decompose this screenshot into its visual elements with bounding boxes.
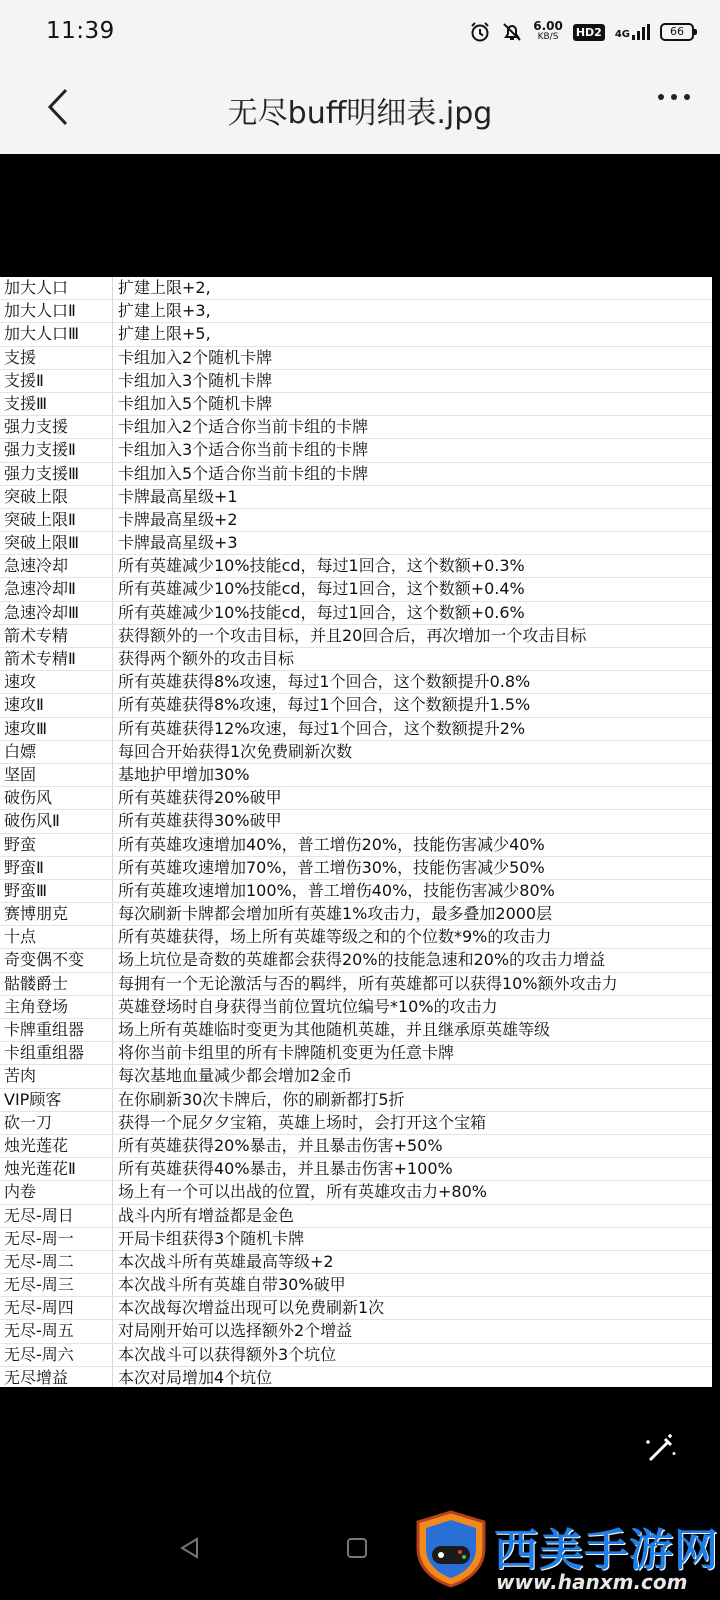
column-divider [112, 1019, 113, 1041]
buff-description: 将你当前卡组里的所有卡牌随机变更为任意卡牌 [118, 1043, 455, 1063]
table-row [0, 810, 712, 833]
column-divider [112, 718, 113, 740]
buff-name: 无尽-周一 [4, 1228, 74, 1248]
battery-icon: 66 [660, 23, 694, 41]
column-divider [112, 555, 113, 577]
column-divider [112, 463, 113, 485]
column-divider [112, 880, 113, 902]
buff-name: 奇变偶不变 [4, 950, 85, 970]
table-row [0, 764, 712, 787]
column-divider [112, 532, 113, 554]
buff-name: 野蛮 [4, 834, 37, 854]
column-divider [112, 300, 113, 322]
table-row [0, 555, 712, 578]
buff-description: 每拥有一个无论激活与否的羁绊，所有英雄都可以获得10%额外攻击力 [118, 973, 618, 993]
buff-description: 所有英雄攻速增加70%，普工增伤30%，技能伤害减少50% [118, 857, 545, 877]
table-row [0, 393, 712, 416]
buff-description: 所有英雄获得20%破甲 [118, 788, 282, 808]
table-row [0, 1297, 712, 1320]
nav-back-icon[interactable] [178, 1536, 200, 1564]
column-divider [112, 625, 113, 647]
column-divider [112, 1274, 113, 1296]
column-divider [112, 486, 113, 508]
buff-name: 破伤风 [4, 788, 53, 808]
column-divider [112, 1297, 113, 1319]
buff-name: 无尽-周五 [4, 1321, 74, 1341]
column-divider [112, 509, 113, 531]
buff-name: 苦肉 [4, 1066, 37, 1086]
table-row [0, 1251, 712, 1274]
table-row [0, 1019, 712, 1042]
nav-home-icon[interactable] [347, 1538, 367, 1558]
buff-description: 本次对局增加4个坑位 [118, 1367, 273, 1387]
buff-description: 卡组加入2个随机卡牌 [118, 347, 273, 367]
buff-name: 白嫖 [4, 741, 37, 761]
buff-description: 所有英雄减少10%技能cd，每过1回合，这个数额+0.3% [118, 556, 525, 576]
buff-name: 无尽-周四 [4, 1298, 74, 1318]
column-divider [112, 1320, 113, 1342]
column-divider [112, 1112, 113, 1134]
buff-description: 所有英雄减少10%技能cd，每过1回合，这个数额+0.4% [118, 579, 525, 599]
buff-description: 获得两个额外的攻击目标 [118, 649, 295, 668]
column-divider [112, 1065, 113, 1087]
buff-table-image [0, 277, 712, 1387]
site-name: 西美手游网 [494, 1525, 719, 1576]
buff-name: 加大人口Ⅱ [4, 301, 76, 321]
buff-description: 所有英雄攻速增加100%，普工增伤40%，技能伤害减少80% [118, 880, 555, 900]
buff-name: 赛博朋克 [4, 904, 69, 924]
column-divider [112, 1344, 113, 1366]
table-row [0, 1042, 712, 1065]
column-divider [112, 973, 113, 995]
buff-name: 砍一刀 [4, 1112, 53, 1132]
table-row [0, 347, 712, 370]
column-divider [112, 393, 113, 415]
buff-name: 速攻Ⅲ [4, 718, 48, 738]
buff-description: 场上有一个可以出战的位置，所有英雄攻击力+80% [118, 1182, 487, 1202]
buff-name: 支援 [4, 347, 37, 367]
buff-description: 所有英雄获得，场上所有英雄等级之和的个位数*9%的攻击力 [118, 927, 552, 947]
buff-name: 急速冷却Ⅲ [4, 602, 80, 622]
table-row [0, 625, 712, 648]
more-dots-icon[interactable] [658, 94, 690, 100]
table-row [0, 1065, 712, 1088]
column-divider [112, 810, 113, 832]
column-divider [112, 416, 113, 438]
table-row [0, 1135, 712, 1158]
buff-description: 所有英雄获得20%暴击，并且暴击伤害+50% [118, 1135, 443, 1155]
table-row [0, 996, 712, 1019]
buff-name: 速攻Ⅱ [4, 695, 44, 715]
buff-description: 所有英雄获得40%暴击，并且暴击伤害+100% [118, 1159, 453, 1179]
buff-description: 基地护甲增加30% [118, 764, 250, 784]
buff-name: 突破上限 [4, 486, 69, 506]
column-divider [112, 694, 113, 716]
page-title: 无尽buff明细表.jpg [227, 96, 493, 131]
table-row [0, 903, 712, 926]
table-row [0, 416, 712, 439]
buff-name: 加大人口 [4, 278, 69, 297]
table-row [0, 648, 712, 671]
network-speed [533, 21, 563, 43]
buff-description: 每次刷新卡牌都会增加所有英雄1%攻击力，最多叠加2000层 [118, 904, 553, 924]
buff-name: 突破上限Ⅲ [4, 533, 80, 553]
table-row [0, 880, 712, 903]
buff-description: 所有英雄攻速增加40%，普工增伤20%，技能伤害减少40% [118, 834, 545, 854]
buff-name: 野蛮Ⅲ [4, 880, 48, 900]
table-row [0, 277, 712, 300]
buff-name: 卡组重组器 [4, 1043, 85, 1063]
buff-name: 速攻 [4, 672, 37, 692]
table-row [0, 857, 712, 880]
buff-description: 卡组加入3个随机卡牌 [118, 370, 273, 390]
buff-description: 卡组加入5个适合你当前卡组的卡牌 [118, 463, 369, 483]
table-row [0, 1089, 712, 1112]
hd-badge: HD2 [573, 24, 605, 41]
buff-name: 主角登场 [4, 996, 69, 1016]
viewer-header [0, 64, 720, 154]
network-type: 4G [614, 29, 630, 40]
table-row [0, 509, 712, 532]
buff-name: 无尽-周二 [4, 1251, 74, 1271]
buff-description: 场上坑位是奇数的英雄都会获得20%的技能急速和20%的攻击力增益 [118, 950, 606, 970]
buff-name: 卡牌重组器 [4, 1020, 85, 1039]
column-divider [112, 1205, 113, 1227]
column-divider [112, 347, 113, 369]
alarm-icon [469, 21, 491, 43]
buff-name: VIP顾客 [4, 1089, 62, 1109]
column-divider [112, 602, 113, 624]
column-divider [112, 1042, 113, 1064]
column-divider [112, 996, 113, 1018]
buff-name: 强力支援 [4, 417, 69, 437]
column-divider [112, 764, 113, 786]
buff-name: 无尽-周日 [4, 1205, 74, 1225]
column-divider [112, 741, 113, 763]
table-row [0, 602, 712, 625]
buff-description: 英雄登场时自身获得当前位置坑位编号*10%的攻击力 [118, 996, 498, 1016]
buff-description: 本次战斗所有英雄自带30%破甲 [118, 1275, 346, 1295]
column-divider [112, 648, 113, 670]
column-divider [112, 578, 113, 600]
table-row [0, 300, 712, 323]
buff-description: 在你刷新30次卡牌后，你的刷新都打5折 [118, 1089, 405, 1109]
buff-name: 坚固 [4, 764, 37, 784]
buff-description: 卡牌最高星级+1 [118, 486, 238, 506]
buff-description: 卡组加入3个适合你当前卡组的卡牌 [118, 440, 369, 460]
buff-name: 烛光莲花Ⅱ [4, 1159, 76, 1179]
buff-name: 十点 [4, 927, 37, 947]
site-watermark [402, 1502, 720, 1600]
buff-name: 内卷 [4, 1182, 37, 1202]
table-row [0, 1158, 712, 1181]
buff-name: 箭术专精Ⅱ [4, 649, 76, 668]
table-row [0, 718, 712, 741]
buff-description: 场上所有英雄临时变更为其他随机英雄，并且继承原英雄等级 [118, 1020, 551, 1039]
column-divider [112, 834, 113, 856]
buff-name: 野蛮Ⅱ [4, 857, 44, 877]
table-row [0, 1320, 712, 1343]
column-divider [112, 439, 113, 461]
column-divider [112, 903, 113, 925]
column-divider [112, 787, 113, 809]
buff-description: 所有英雄减少10%技能cd，每过1回合，这个数额+0.6% [118, 602, 525, 622]
table-row [0, 1344, 712, 1367]
column-divider [112, 1089, 113, 1111]
buff-description: 本次战斗所有英雄最高等级+2 [118, 1251, 334, 1271]
buff-description: 本次战每次增益出现可以免费刷新1次 [118, 1298, 385, 1318]
column-divider [112, 671, 113, 693]
buff-description: 所有英雄获得12%攻速，每过1个回合，这个数额提升2% [118, 718, 526, 738]
column-divider [112, 857, 113, 879]
buff-description: 所有英雄获得8%攻速，每过1个回合，这个数额提升0.8% [118, 672, 531, 692]
table-row [0, 323, 712, 346]
gamepad-shield-logo [410, 1508, 492, 1590]
buff-description: 每次基地血量减少都会增加2金币 [118, 1066, 353, 1086]
buff-description: 获得额外的一个攻击目标，并且20回合后，再次增加一个攻击目标 [118, 625, 587, 645]
buff-name: 破伤风Ⅱ [4, 811, 60, 831]
buff-description: 本次战斗可以获得额外3个坑位 [118, 1344, 337, 1364]
buff-description: 所有英雄获得8%攻速，每过1个回合，这个数额提升1.5% [118, 695, 531, 715]
table-row [0, 370, 712, 393]
column-divider [112, 1251, 113, 1273]
buff-name: 烛光莲花 [4, 1135, 69, 1155]
magic-wand-icon[interactable] [640, 1430, 680, 1470]
mute-bell-icon [501, 21, 523, 43]
buff-description: 扩建上限+5, [118, 324, 211, 344]
buff-description: 对局刚开始可以选择额外2个增益 [118, 1321, 353, 1341]
buff-description: 战斗内所有增益都是金色 [118, 1205, 295, 1225]
buff-name: 无尽增益 [4, 1367, 69, 1387]
buff-name: 强力支援Ⅱ [4, 440, 76, 460]
buff-description: 每回合开始获得1次免费刷新次数 [118, 741, 353, 761]
buff-description: 开局卡组获得3个随机卡牌 [118, 1228, 305, 1248]
table-row [0, 926, 712, 949]
table-row [0, 1274, 712, 1297]
table-row [0, 532, 712, 555]
table-row [0, 787, 712, 810]
buff-description: 卡组加入2个适合你当前卡组的卡牌 [118, 417, 369, 437]
buff-name: 强力支援Ⅲ [4, 463, 80, 483]
column-divider [112, 1158, 113, 1180]
table-row [0, 834, 712, 857]
speed-value: 6.00 [533, 19, 563, 33]
column-divider [112, 949, 113, 971]
table-row [0, 1367, 712, 1387]
table-row [0, 578, 712, 601]
buff-description: 卡组加入5个随机卡牌 [118, 393, 273, 413]
table-row [0, 741, 712, 764]
buff-name: 骷髅爵士 [4, 973, 69, 993]
buff-description: 扩建上限+3, [118, 301, 211, 321]
table-row [0, 1181, 712, 1204]
column-divider [112, 926, 113, 948]
buff-name: 无尽-周六 [4, 1344, 74, 1364]
column-divider [112, 1367, 113, 1387]
buff-name: 无尽-周三 [4, 1275, 74, 1295]
site-url: www.hanxm.com [496, 1570, 688, 1594]
table-row [0, 671, 712, 694]
clock: 11:39 [46, 18, 115, 44]
buff-name: 突破上限Ⅱ [4, 509, 76, 529]
table-row [0, 1112, 712, 1135]
table-row [0, 486, 712, 509]
column-divider [112, 277, 113, 299]
table-row [0, 1228, 712, 1251]
buff-name: 急速冷却 [4, 556, 69, 576]
column-divider [112, 1135, 113, 1157]
signal-icon [615, 24, 650, 40]
buff-description: 卡牌最高星级+3 [118, 533, 238, 553]
table-row [0, 973, 712, 996]
status-bar [0, 0, 720, 64]
column-divider [112, 1228, 113, 1250]
table-row [0, 439, 712, 462]
speed-unit: KB/S [537, 32, 559, 42]
buff-description: 获得一个屁夕夕宝箱，英雄上场时，会打开这个宝箱 [118, 1112, 487, 1132]
buff-description: 所有英雄获得30%破甲 [118, 811, 282, 831]
buff-name: 急速冷却Ⅱ [4, 579, 76, 599]
column-divider [112, 1181, 113, 1203]
buff-name: 加大人口Ⅲ [4, 324, 80, 344]
buff-name: 支援Ⅲ [4, 393, 48, 413]
column-divider [112, 370, 113, 392]
table-row [0, 949, 712, 972]
table-row [0, 1205, 712, 1228]
table-row [0, 463, 712, 486]
status-icons [469, 14, 694, 50]
buff-name: 箭术专精 [4, 625, 69, 645]
column-divider [112, 323, 113, 345]
table-row [0, 694, 712, 717]
buff-name: 支援Ⅱ [4, 370, 44, 390]
buff-description: 卡牌最高星级+2 [118, 509, 238, 529]
buff-description: 扩建上限+2, [118, 278, 211, 297]
